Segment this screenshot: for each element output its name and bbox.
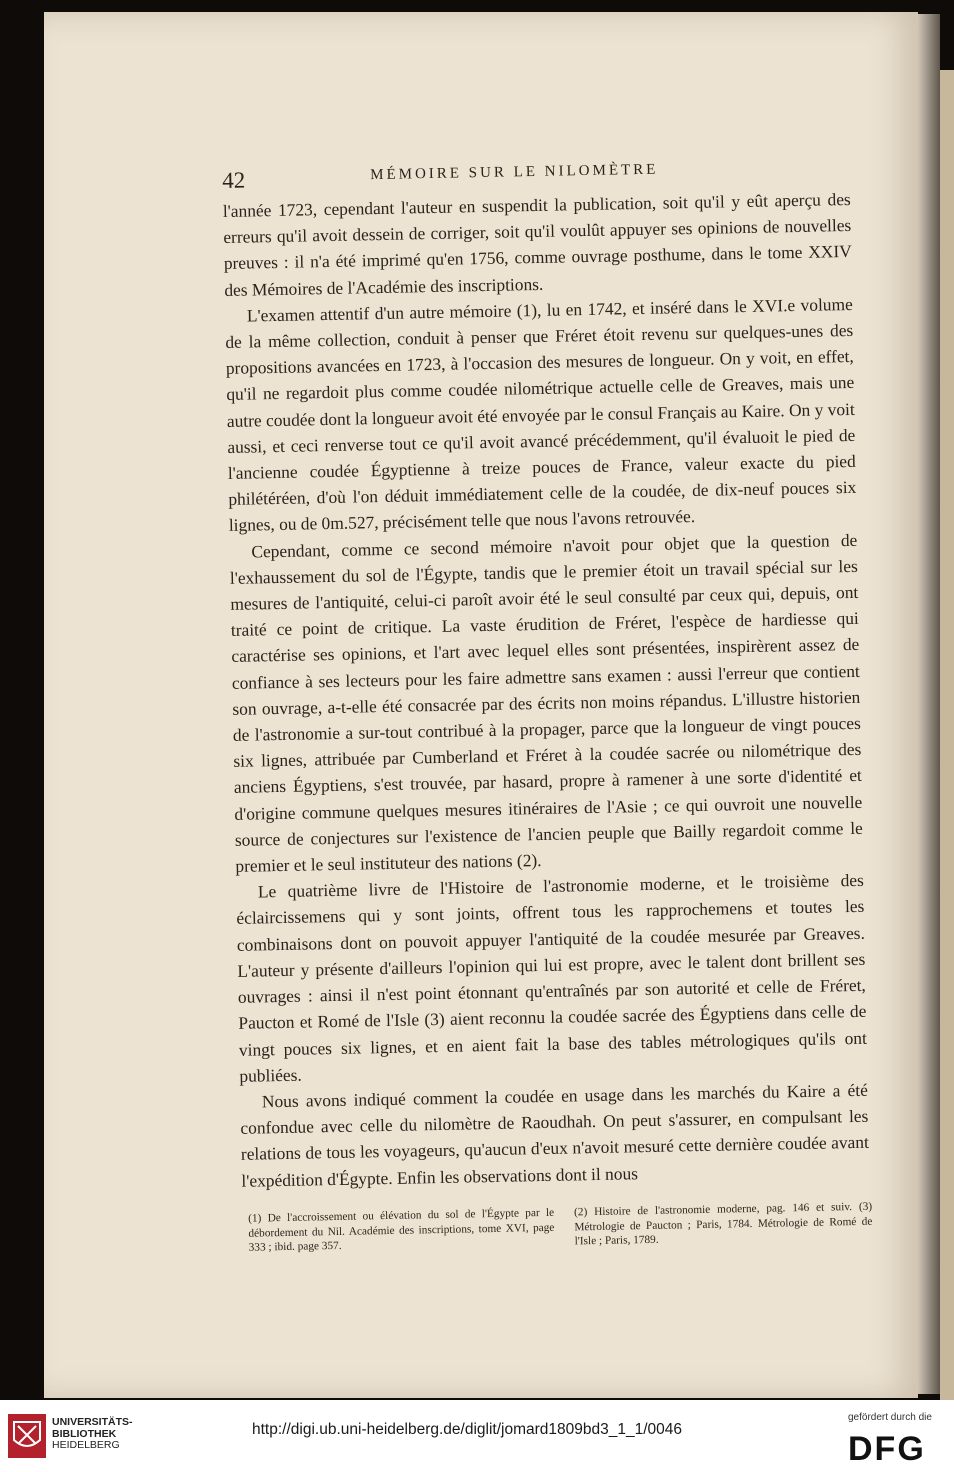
library-line-1: UNIVERSITÄTS- [52,1416,133,1428]
dfg-logo-icon[interactable] [846,1429,942,1463]
paragraph-3: Cependant, comme ce second mémoire n'avoit pour objet que la question de l'exhaussement du sol de l'Égypte, tandis que le premier étoit un travail spécial sur les mesures de l'antiquité, celui-ci paroît avoir été le seul consulté par ceux qui, depuis, ont traité ce point de critique. La vaste érudition de Fréret, l'espèce de hardiesse qui caractérise ses opinions, et l'art avec lequel elles sont présentées, inspirèrent assez de confiance à ses lecteurs pour les faire admettre sans examen : aussi l'erreur que contient son ouvrage, a-t-elle été consacrée par des écrits non moins répandus. L'illustre historien de l'astronomie a sur-tout contribué à la propager, parce que la longueur de vingt pouces six lignes, attribuée par Cumberland et Fréret à la coudée sacrée ou nilométrique des anciens Égyptiens, s'est trouvée, par hasard, propre à ramener à une sorte d'identité et d'origine commune quelques mesures itinéraires de l'Asie ; ce qui ouvroit une nouvelle source de conjectures sur l'existence de l'ancien peuple que Bailly regardoit comme le premier et le seul instituteur des nations (2). [229,529,863,876]
paragraph-4: Le quatrième livre de l'Histoire de l'astronomie moderne, et le troisième des éclaircissemens qui y sont joints, offrent tous les rapprochemens et toutes les combinaisons dont on pouvoit appuyer l'antiquité de la coudée mesurée par Greaves. L'auteur y présente d'ailleurs l'opinion qui lui est propre, avec le talent dont brillent ses ouvrages : ainsi il n'est point étonnant qu'entraînés par son autorité et celle de Fréret, Paucton et Romé de l'Isle (3) aient reconnu la coudée sacrée des Égyptiens dans celle de vingt pouces six lignes, et en aient fait la base des tables métrologiques qu'ils ont publiées. [236,870,867,1086]
viewer-footer [0,1400,954,1472]
dfg-logo-text: DFG [848,1430,926,1463]
footnote-left: (1) De l'accroissement ou élévation du sol de l'Égypte par le débordement du Nil. Académie des inscriptions, tome XVI, page 333 ; ibid. page 357. [248,1206,555,1254]
footnote-right: (2) Histoire de l'astronomie moderne, pag. 146 et suiv. (3) Métrologie de Paucton ; Paris, 1784. Métrologie de Romé de l'Isle ; Paris, 1789. [573,1200,873,1248]
next-leaf-edge [940,70,954,1400]
library-line-2: BIBLIOTHEK [52,1427,117,1440]
permalink-url[interactable]: http://digi.ub.uni-heidelberg.de/diglit/jomard1809bd3_1_1/0046 [252,1421,683,1438]
running-head: MÉMOIRE SUR LE NILOMÈTRE [370,161,659,184]
page-text-block [222,156,871,1278]
library-logo-icon[interactable] [8,1414,46,1458]
footnotes [242,1199,871,1277]
funding-text: gefördert durch die [848,1412,932,1423]
paragraph-5: Nous avons indiqué comment la coudée en usage dans les marchés du Kaire a été confondue avec celle du nilomètre de Raoudhah. On peut s'assurer, en compulsant les relations de tous les voyageurs, qu'aucun d'eux n'avoit mesuré cette dernière coudée avant l'expédition d'Égypte. Enfin les observations dont il nous [240,1079,870,1191]
library-name [52,1417,133,1452]
library-line-3: HEIDELBERG [52,1439,120,1451]
page-number: 42 [222,167,246,193]
paragraph-2: L'examen attentif d'un autre mémoire (1), lu en 1742, et inséré dans le XVI.e volume de la même collection, conduit à penser que Fréret étoit revenu sur quelques-unes des propositions avancées en 1723, à l'occasion des mesures de longueur. On y voit, en effet, qu'il ne regardoit plus comme coudée nilométrique actuelle celle de Greaves, mais une autre coudée dont la longueur avoit été envoyée par le consul Français au Kaire. On y voit aussi, et ceci renverse tout ce qu'il avoit avancé précédemment, qu'il évaluoit le pied de l'ancienne coudée Égyptienne à treize pouces de France, valeur exacte du pied philétéréen, d'où l'on déduit immédiatement celle de la coudée, de dix-neuf pouces six lignes, ou de 0m.527, précisément telle que nous l'avons retrouvée. [225,293,857,536]
paragraph-1: l'année 1723, cependant l'auteur en suspendit la publication, soit qu'il y eût aperçu des erreurs qu'il avoit dessein de corriger, soit qu'il voulût appuyer ses opinions de nouvelles preuves : il n'a été imprimé qu'en 1756, comme ouvrage posthume, dans le tome XXIV des Mémoires de l'Académie des inscriptions. [222,188,852,300]
